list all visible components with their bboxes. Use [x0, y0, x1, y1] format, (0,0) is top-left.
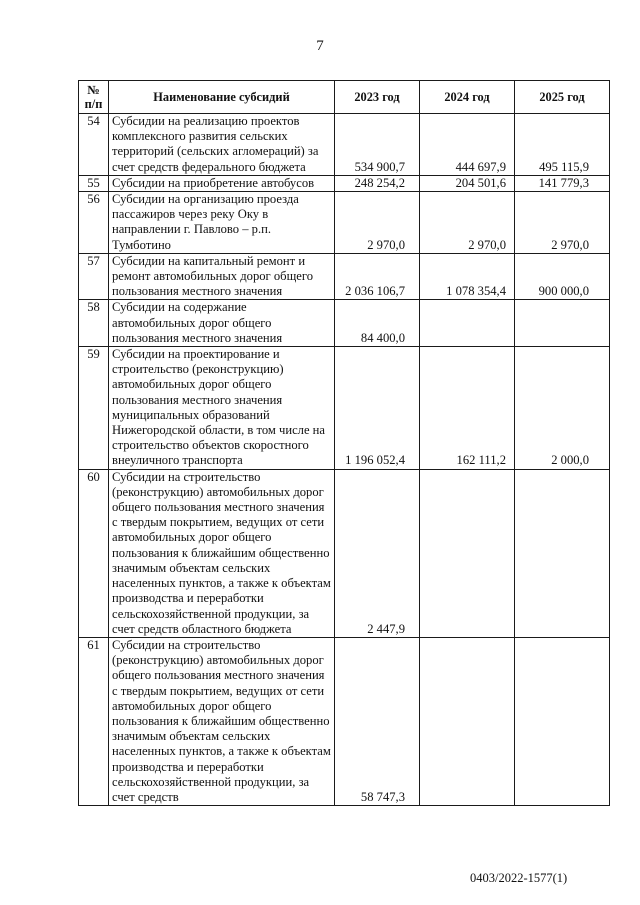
header-year-2024: 2024 год	[420, 81, 515, 114]
row-amount-2025: 900 000,0	[515, 253, 610, 300]
table-header-row	[79, 81, 610, 114]
row-num: 57	[79, 253, 109, 300]
row-amount-2023: 84 400,0	[335, 300, 420, 347]
row-name: Субсидии на реализацию проектов комплексного развития сельских территорий (сельских агломераций) за счет средств федерального бюджета	[109, 114, 335, 176]
header-num: № п/п	[79, 81, 109, 114]
row-name: Субсидии на содержание автомобильных дорог общего пользования местного значения	[109, 300, 335, 347]
row-amount-2024: 1 078 354,4	[420, 253, 515, 300]
row-amount-2025: 2 000,0	[515, 347, 610, 470]
subsidies-table	[78, 80, 610, 806]
row-amount-2025: 2 970,0	[515, 192, 610, 254]
row-name: Субсидии на капитальный ремонт и ремонт автомобильных дорог общего пользования местного значения	[109, 253, 335, 300]
row-amount-2025: 495 115,9	[515, 114, 610, 176]
row-amount-2023: 534 900,7	[335, 114, 420, 176]
row-amount-2024: 2 970,0	[420, 192, 515, 254]
row-num: 54	[79, 114, 109, 176]
row-num: 56	[79, 192, 109, 254]
row-amount-2024: 444 697,9	[420, 114, 515, 176]
table-row	[79, 192, 610, 254]
row-name: Субсидии на приобретение автобусов	[109, 175, 335, 191]
header-year-2025: 2025 год	[515, 81, 610, 114]
row-num: 59	[79, 347, 109, 470]
row-amount-2024: 162 111,2	[420, 347, 515, 470]
page-number: 7	[316, 38, 324, 54]
row-amount-2025	[515, 637, 610, 805]
header-name: Наименование субсидий	[109, 81, 335, 114]
table-row	[79, 300, 610, 347]
table-row	[79, 175, 610, 191]
row-amount-2024	[420, 300, 515, 347]
table-row	[79, 469, 610, 637]
document-code: 0403/2022-1577(1)	[470, 871, 568, 885]
row-name: Субсидии на строительство (реконструкцию) автомобильных дорог общего пользования местного значения с твердым покрытием, ведущих от сети автомобильных дорог общего пользования к ближайшим общественно значимым объектам сельских населенных пунктов, а также к объектам производства и переработки сельскохозяйственной продукции, за счет средств областного бюджета	[109, 469, 335, 637]
row-amount-2023: 248 254,2	[335, 175, 420, 191]
table-row	[79, 253, 610, 300]
row-num: 55	[79, 175, 109, 191]
row-name: Субсидии на проектирование и строительство (реконструкцию) автомобильных дорог общего пользования местного значения муниципальных образований Нижегородской области, в том числе на строительство объектов скоростного внеуличного транспорта	[109, 347, 335, 470]
table-row	[79, 637, 610, 805]
row-num: 61	[79, 637, 109, 805]
row-amount-2025	[515, 469, 610, 637]
row-amount-2024	[420, 469, 515, 637]
row-name: Субсидии на строительство (реконструкцию) автомобильных дорог общего пользования местного значения с твердым покрытием, ведущих от сети автомобильных дорог общего пользования к ближайшим общественно значимым объектам сельских населенных пунктов, а также к объектам производства и переработки сельскохозяйственной продукции, за счет средств	[109, 637, 335, 805]
row-amount-2025: 141 779,3	[515, 175, 610, 191]
row-amount-2024	[420, 637, 515, 805]
row-amount-2023: 1 196 052,4	[335, 347, 420, 470]
row-amount-2025	[515, 300, 610, 347]
header-year-2023: 2023 год	[335, 81, 420, 114]
row-amount-2023: 58 747,3	[335, 637, 420, 805]
table-row	[79, 347, 610, 470]
row-name: Субсидии на организацию проезда пассажиров через реку Оку в направлении г. Павлово – р.п. Тумботино	[109, 192, 335, 254]
row-amount-2024: 204 501,6	[420, 175, 515, 191]
row-amount-2023: 2 970,0	[335, 192, 420, 254]
row-amount-2023: 2 036 106,7	[335, 253, 420, 300]
row-num: 60	[79, 469, 109, 637]
row-num: 58	[79, 300, 109, 347]
table-row	[79, 114, 610, 176]
row-amount-2023: 2 447,9	[335, 469, 420, 637]
